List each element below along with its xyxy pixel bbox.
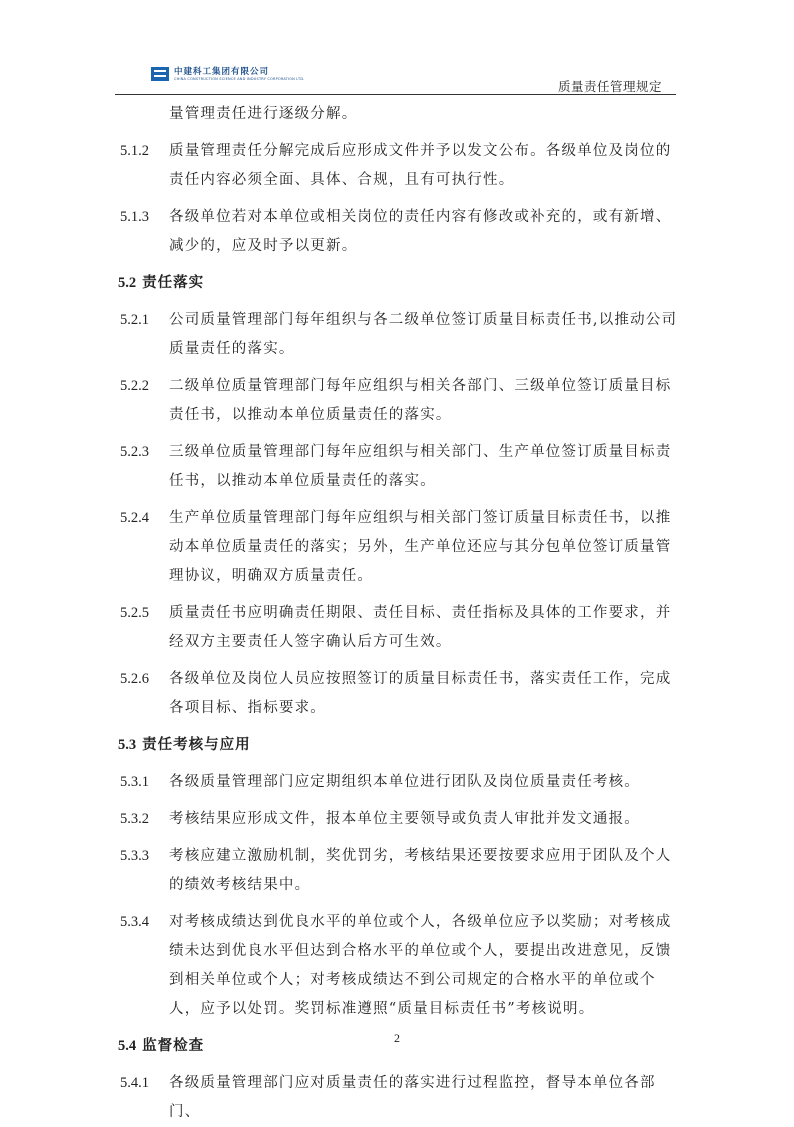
clause-number: 5.3.2 — [120, 811, 149, 827]
clause-text: 生产单位质量管理部门每年应组织与相关部门签订质量目标责任书，以推动本单位质量责任的落实；另外，生产单位还应与其分包单位签订质量管理协议，明确双方质量责任。 — [169, 510, 672, 584]
clause-5-2-3 — [115, 438, 685, 496]
clause-5-3-1 — [115, 768, 685, 797]
clause-text: 公司质量管理部门每年组织与各二级单位签订质量目标责任书,以推动公司质量责任的落实。 — [169, 312, 678, 357]
document-body — [115, 100, 685, 1127]
clause-number: 5.2.1 — [120, 312, 149, 328]
page-header — [115, 64, 676, 95]
section-heading-5-3: 5.3 责任考核与应用 — [118, 736, 251, 753]
clause-number: 5.2.6 — [120, 671, 149, 687]
clause-text: 质量责任书应明确责任期限、责任目标、责任指标及具体的工作要求，并经双方主要责任人签字确认后方可生效。 — [169, 605, 672, 650]
clause-text: 三级单位质量管理部门每年应组织与相关部门、生产单位签订质量目标责任书，以推动本单位质量责任的落实。 — [169, 444, 672, 489]
section-heading-5-2: 5.2 责任落实 — [118, 274, 205, 291]
document-title: 质量责任管理规定 — [557, 79, 662, 94]
clause-text: 考核结果应形成文件，报本单位主要领导或负责人审批并发文通报。 — [169, 811, 640, 827]
clause-text: 各级单位若对本单位或相关岗位的责任内容有修改或补充的，或有新增、减少的，应及时予以更新。 — [169, 209, 672, 254]
clause-text: 二级单位质量管理部门每年应组织与相关各部门、三级单位签订质量目标责任书，以推动本单位质量责任的落实。 — [169, 378, 672, 423]
clause-text: 考核应建立激励机制，奖优罚劣，考核结果还要按要求应用于团队及个人的绩效考核结果中。 — [169, 848, 672, 893]
clause-number: 5.3.3 — [120, 848, 149, 864]
clause-text: 各级质量管理部门应定期组织本单位进行团队及岗位质量责任考核。 — [169, 774, 640, 790]
clause-5-3-3 — [115, 842, 685, 900]
page-number: 2 — [394, 1031, 400, 1045]
clause-5-2-1 — [115, 306, 685, 364]
company-logo — [151, 67, 305, 82]
clause-number: 5.3.4 — [120, 914, 149, 930]
clause-5-2-4 — [115, 504, 685, 591]
section-heading-5-4: 5.4 监督检查 — [118, 1037, 205, 1054]
cscec-logo-icon — [151, 67, 169, 81]
clause-text: 各级单位及岗位人员应按照签订的质量目标责任书，落实责任工作，完成各项目标、指标要求。 — [169, 671, 672, 716]
clause-5-1-2 — [115, 137, 685, 195]
clause-5-2-5 — [115, 599, 685, 657]
clause-5-3-4 — [115, 908, 685, 1024]
clause-text: 各级质量管理部门应对质量责任的落实进行过程监控，督导本单位各部门、 — [169, 1075, 656, 1120]
continued-paragraph: 量管理责任进行逐级分解。 — [169, 106, 358, 122]
clause-number: 5.4.1 — [120, 1075, 149, 1091]
clause-5-4-1 — [115, 1069, 685, 1127]
clause-5-2-2 — [115, 372, 685, 430]
clause-number: 5.2.5 — [120, 605, 149, 621]
clause-number: 5.1.3 — [120, 209, 149, 225]
clause-text: 质量管理责任分解完成后应形成文件并予以发文公布。各级单位及岗位的责任内容必须全面、具体、合规，且有可执行性。 — [169, 143, 672, 188]
company-name-en: CHINA CONSTRUCTION SCIENCE AND INDUSTRY CORPORATION LTD. — [174, 77, 305, 81]
clause-5-3-2 — [115, 805, 685, 834]
company-name-cn: 中建科工集团有限公司 — [174, 67, 270, 77]
clause-number: 5.2.2 — [120, 378, 149, 394]
clause-number: 5.2.4 — [120, 510, 149, 526]
clause-number: 5.3.1 — [120, 774, 149, 790]
clause-5-1-3 — [115, 203, 685, 261]
clause-number: 5.2.3 — [120, 444, 149, 460]
clause-text: 对考核成绩达到优良水平的单位或个人，各级单位应予以奖励；对考核成绩未达到优良水平但达到合格水平的单位或个人，要提出改进意见，反馈到相关单位或个人；对考核成绩达不到公司规定的合格水平的单位或个人，应予以处罚。奖罚标准遵照“质量目标责任书”考核说明。 — [169, 914, 672, 1017]
clause-5-2-6 — [115, 665, 685, 723]
clause-number: 5.1.2 — [120, 143, 149, 159]
